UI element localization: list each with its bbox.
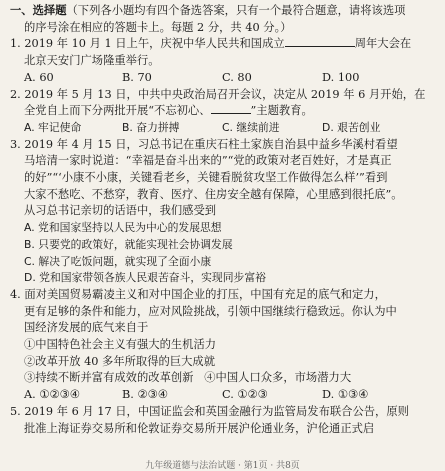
- question-4-option-c: C. ①②③: [222, 388, 268, 402]
- question-4-items-3-4: [10, 370, 439, 387]
- question-2-option-b: B. 奋力拼搏: [122, 120, 180, 134]
- question-1-stem-line1: [10, 36, 439, 53]
- question-1-option-a: A. 60: [24, 70, 54, 84]
- question-1-option-c: C. 80: [222, 70, 252, 84]
- question-4-stem-line1: 4. 面对美国贸易霸凌主义和对中国企业的打压，中国有充足的底气和定力，: [10, 287, 386, 301]
- question-4-option-d: D. ①③④: [322, 388, 369, 402]
- question-3-stem-line2: 马培清一家时说道：“幸福是奋斗出来的”“党的政策对老百姓好，才是真正: [24, 154, 392, 168]
- section-header: [10, 2, 439, 20]
- section-heading: 一、选择题: [10, 3, 67, 17]
- question-1-stem-line2: 北京天安门广场隆重举行。: [24, 54, 160, 68]
- question-4-stem-line2: 更有足够的条件和能力，应对风险挑战，引领中国继续行稳致远。你认为中: [24, 304, 397, 318]
- question-3-option-b: B. 只要党的政策好，就能实现社会协调发展: [24, 237, 233, 251]
- question-4-item-1: ①中国特色社会主义有强大的生机活力: [24, 338, 217, 352]
- question-2-option-d: D. 艰苦创业: [322, 120, 381, 134]
- question-2-option-a: A. 牢记使命: [24, 120, 82, 134]
- question-5-stem-line2: 批准上海证券交易所和伦敦证券交易所开展沪伦通业务，沪伦通正式启: [24, 421, 375, 435]
- question-2-blank: [211, 103, 251, 114]
- question-3-option-c: C. 解决了吃饭问题，就实现了全面小康: [24, 254, 212, 268]
- question-2-stem-line1: 2. 2019 年 5 月 13 日，中共中央政治局召开会议，决定从 2019 年 6 月开始，在: [10, 87, 426, 101]
- question-1-option-d: D. 100: [322, 70, 360, 84]
- question-3-stem-line1: 3. 2019 年 4 月 15 日，习总书记在重庆石柱土家族自治县中益乡华溪村看望: [10, 137, 398, 151]
- question-2-text-a: 全党自上而下分两批开展“不忘初心、: [24, 104, 211, 118]
- question-1-text-b: 周年大会在: [354, 37, 412, 51]
- question-1-text-a: 1. 2019 年 10 月 1 日上午，庆祝中华人民共和国成立: [10, 37, 285, 51]
- question-3-option-d: D. 党和国家带领各族人民艰苦奋斗，实现同步富裕: [24, 271, 266, 285]
- section-intro-line2: 的序号涂在相应的答题卡上。每题 2 分，共 40 分。）: [24, 20, 292, 34]
- question-3-stem-line5: 从习总书记亲切的话语中，我们感受到: [24, 204, 217, 218]
- question-4-item-2: ②改革开放 40 多年所取得的巨大成就: [24, 354, 216, 368]
- question-1-options: [10, 70, 439, 87]
- question-1-blank: [285, 36, 355, 47]
- question-4-stem-line3: 国经济发展的底气来自于: [24, 321, 149, 335]
- page-footer: 九年级道德与法治试题 · 第1页 · 共8页: [145, 461, 300, 471]
- question-3-stem-line3: 的好”“‘小康不小康，关键看老乡，关键看脱贫攻坚工作做得怎么样’”看到: [24, 171, 388, 185]
- question-2-text-b: ”主题教育。: [250, 104, 313, 118]
- section-intro-line1: （下列各小题均有四个备选答案，只有一个最符合题意，请将该选项: [66, 4, 406, 17]
- question-2-stem-line2: [10, 103, 439, 120]
- question-5-stem-line1: 5. 2019 年 6 月 17 日，中国证监会和英国金融行为监管局发布联合公告，原则: [10, 404, 409, 418]
- question-4-options: [10, 387, 439, 404]
- question-4-option-a: A. ①②③④: [24, 388, 80, 402]
- question-2-options: [10, 120, 439, 137]
- question-4-option-b: B. ②③④: [122, 388, 168, 402]
- question-1-option-b: B. 70: [122, 70, 152, 84]
- question-4-item-4: ④中国人口众多，市场潜力大: [204, 371, 352, 385]
- question-3-option-a: A. 党和国家坚持以人民为中心的发展思想: [24, 221, 222, 235]
- question-2-option-c: C. 继续前进: [222, 120, 280, 134]
- question-3-stem-line4: 大家不愁吃、不愁穿，教育、医疗、住房安全越有保障，心里感到很托底”。: [24, 187, 403, 201]
- question-4-item-3: ③持续不断并富有成效的改革创新: [24, 371, 194, 385]
